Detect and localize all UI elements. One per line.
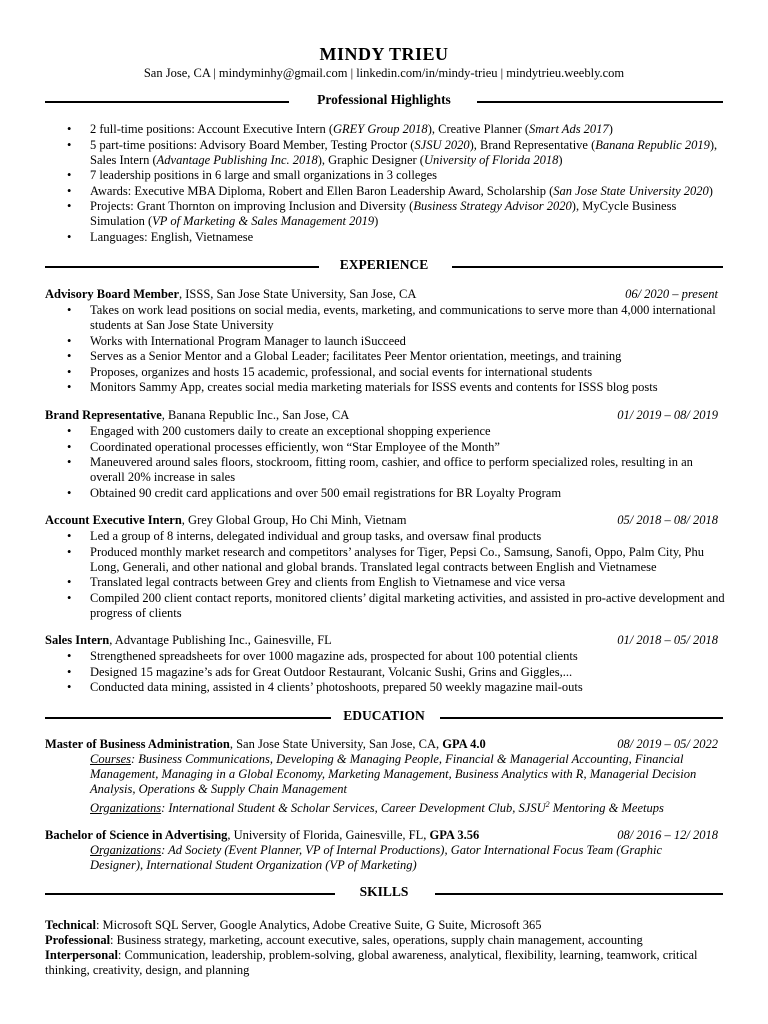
job-org: , ISSS, San Jose State University, San Jose, CA [179, 287, 417, 301]
resume-name: MINDY TRIEU [319, 44, 449, 64]
list-item: • Designed 15 magazine’s ads for Great Outdoor Restaurant, Volcanic Sushi, Grins and Giggles,... [45, 665, 725, 680]
job-org: , Advantage Publishing Inc., Gainesville, FL [109, 633, 332, 647]
list-item: • Conducted data mining, assisted in 4 clients’ photoshoots, prepared 50 weekly magazine mail-outs [45, 680, 725, 695]
section-title: EDUCATION [331, 708, 437, 723]
list-item: • Monitors Sammy App, creates social media marketing materials for ISSS events and contents for ISSS blog posts [45, 380, 725, 395]
list-item: • Strengthened spreadsheets for over 1000 magazine ads, prospected for about 100 potential clients [45, 649, 725, 664]
list-item: • Proposes, organizes and hosts 15 academic, professional, and social events for international students [45, 365, 725, 380]
degree-gpa: GPA 4.0 [442, 737, 486, 751]
list-item: • Languages: English, Vietnamese [45, 230, 725, 245]
degree-gpa: GPA 3.56 [429, 828, 480, 842]
degree-school: , University of Florida, Gainesville, FL, [227, 828, 430, 842]
degree-header [45, 828, 718, 843]
list-item: • Projects: Grant Thornton on improving Inclusion and Diversity (Business Strategy Advisor 2020), MyCycle Business Simulation (VP of Marketing & Sales Management 2019) [45, 199, 725, 229]
list-item: • Obtained 90 credit card applications and over 500 email registrations for BR Loyalty Program [45, 486, 725, 501]
contact-line: San Jose, CA | mindyminhy@gmail.com | linkedin.com/in/mindy-trieu | mindytrieu.weebly.com [143, 66, 625, 80]
list-item: • Coordinated operational processes efficiently, won “Star Employee of the Month” [45, 440, 725, 455]
section-title: EXPERIENCE [328, 257, 441, 272]
job-date: 01/ 2018 – 05/ 2018 [617, 633, 718, 647]
job-header [45, 513, 718, 528]
skill-row: Technical: Microsoft SQL Server, Google Analytics, Adobe Creative Suite, G Suite, Microsoft 365 [45, 918, 542, 932]
job-title: Brand Representative [45, 408, 162, 422]
list-item: • Takes on work lead positions on social media, events, marketing, and communications to serve more than 4,000 international students at San Jose State University [45, 303, 725, 333]
list-item: • Maneuvered around sales floors, stockroom, fitting room, cashier, and office to perform specialized roles, resulting in an overall 20% increase in sales [45, 455, 725, 485]
job-bullets [45, 649, 725, 696]
list-item: • Led a group of 8 interns, delegated individual and group tasks, and oversaw final products [45, 529, 725, 544]
job-date: 01/ 2019 – 08/ 2019 [617, 408, 718, 422]
degree-courses: Courses: Business Communications, Developing & Managing People, Financial & Managerial Accounting, Financial Management, Managing in a Global Economy, Marketing Management, Business Analytics with R, Managerial Decision Analysis, Operations & Supply Chain Management [90, 752, 697, 796]
list-item: • Translated legal contracts between Grey and clients from English to Vietnamese and vice versa [45, 575, 725, 590]
section-header-experience [45, 257, 723, 275]
list-item: • 5 part-time positions: Advisory Board Member, Testing Proctor (SJSU 2020), Brand Representative (Banana Republic 2019), Sales Intern (Advantage Publishing Inc. 2018), Graphic Designer (University of Florida 2018) [45, 138, 725, 168]
job-org: , Grey Global Group, Ho Chi Minh, Vietnam [181, 513, 407, 527]
job-header [45, 287, 718, 302]
section-header-education [45, 708, 723, 726]
skill-row: Professional: Business strategy, marketing, account executive, sales, operations, supply chain management, accounting [45, 933, 643, 947]
job-bullets [45, 424, 725, 501]
degree-title: Bachelor of Science in Advertising [45, 828, 228, 842]
job-title: Advisory Board Member [45, 287, 180, 301]
list-item: • Engaged with 200 customers daily to create an exceptional shopping experience [45, 424, 725, 439]
section-title: SKILLS [348, 884, 421, 899]
job-title: Account Executive Intern [45, 513, 182, 527]
section-header-skills [45, 884, 723, 902]
job-title: Sales Intern [45, 633, 110, 647]
degree-date: 08/ 2016 – 12/ 2018 [617, 828, 718, 842]
degree-title: Master of Business Administration [45, 737, 230, 751]
job-date: 05/ 2018 – 08/ 2018 [617, 513, 718, 527]
list-item: • Produced monthly market research and competitors’ analyses for Tiger, Pepsi Co., Samsung, Sanofi, Oppo, Palm City, Phu Long, Generali, and other national and global brands. Translated legal contracts between English and Vietnamese [45, 545, 725, 575]
degree-organizations: Organizations: Ad Society (Event Planner, VP of Internal Productions), Gator International Focus Team (Graphic Designer), International Student Organization (VP of Marketing) [90, 843, 663, 872]
job-header [45, 408, 718, 423]
courses-label: Courses [90, 752, 131, 766]
skills-list [45, 918, 725, 978]
list-item: • 7 leadership positions in 6 large and small organizations in 3 colleges [45, 168, 725, 183]
job-org: , Banana Republic Inc., San Jose, CA [161, 408, 350, 422]
list-item: • Compiled 200 client contact reports, monitored clients’ digital marketing activities, and assisted in pro-active development and progress of clients [45, 591, 725, 621]
organizations-label: Organizations [90, 843, 162, 857]
organizations-label: Organizations [90, 801, 162, 816]
job-bullets [45, 529, 725, 621]
skill-row: Interpersonal: Communication, leadership, problem-solving, global awareness, analytical, flexibility, learning, teamwork, critical thinking, creativity, design, and planning [45, 948, 698, 977]
degree-school: , San Jose State University, San Jose, CA, [229, 737, 443, 751]
list-item: • Works with International Program Manager to launch iSucceed [45, 334, 725, 349]
list-item: • Serves as a Senior Mentor and a Global Leader; facilitates Peer Mentor orientation, meetings, and training [45, 349, 725, 364]
list-item: • 2 full-time positions: Account Executive Intern (GREY Group 2018), Creative Planner (Smart Ads 2017) [45, 122, 725, 137]
job-bullets [45, 303, 725, 396]
job-date: 06/ 2020 – present [625, 287, 718, 301]
job-header [45, 633, 718, 648]
degree-header [45, 737, 718, 752]
list-item: • Awards: Executive MBA Diploma, Robert and Ellen Baron Leadership Award, Scholarship (San Jose State University 2020) [45, 184, 725, 199]
degree-date: 08/ 2019 – 05/ 2022 [617, 737, 718, 751]
highlights-list [45, 122, 725, 245]
section-header-highlights [45, 92, 723, 110]
degree-organizations: Organizations: International Student & Scholar Services, Career Development Club, SJSU$^2$ Mentoring & Meetups [90, 800, 664, 816]
section-title: Professional Highlights [305, 92, 463, 107]
